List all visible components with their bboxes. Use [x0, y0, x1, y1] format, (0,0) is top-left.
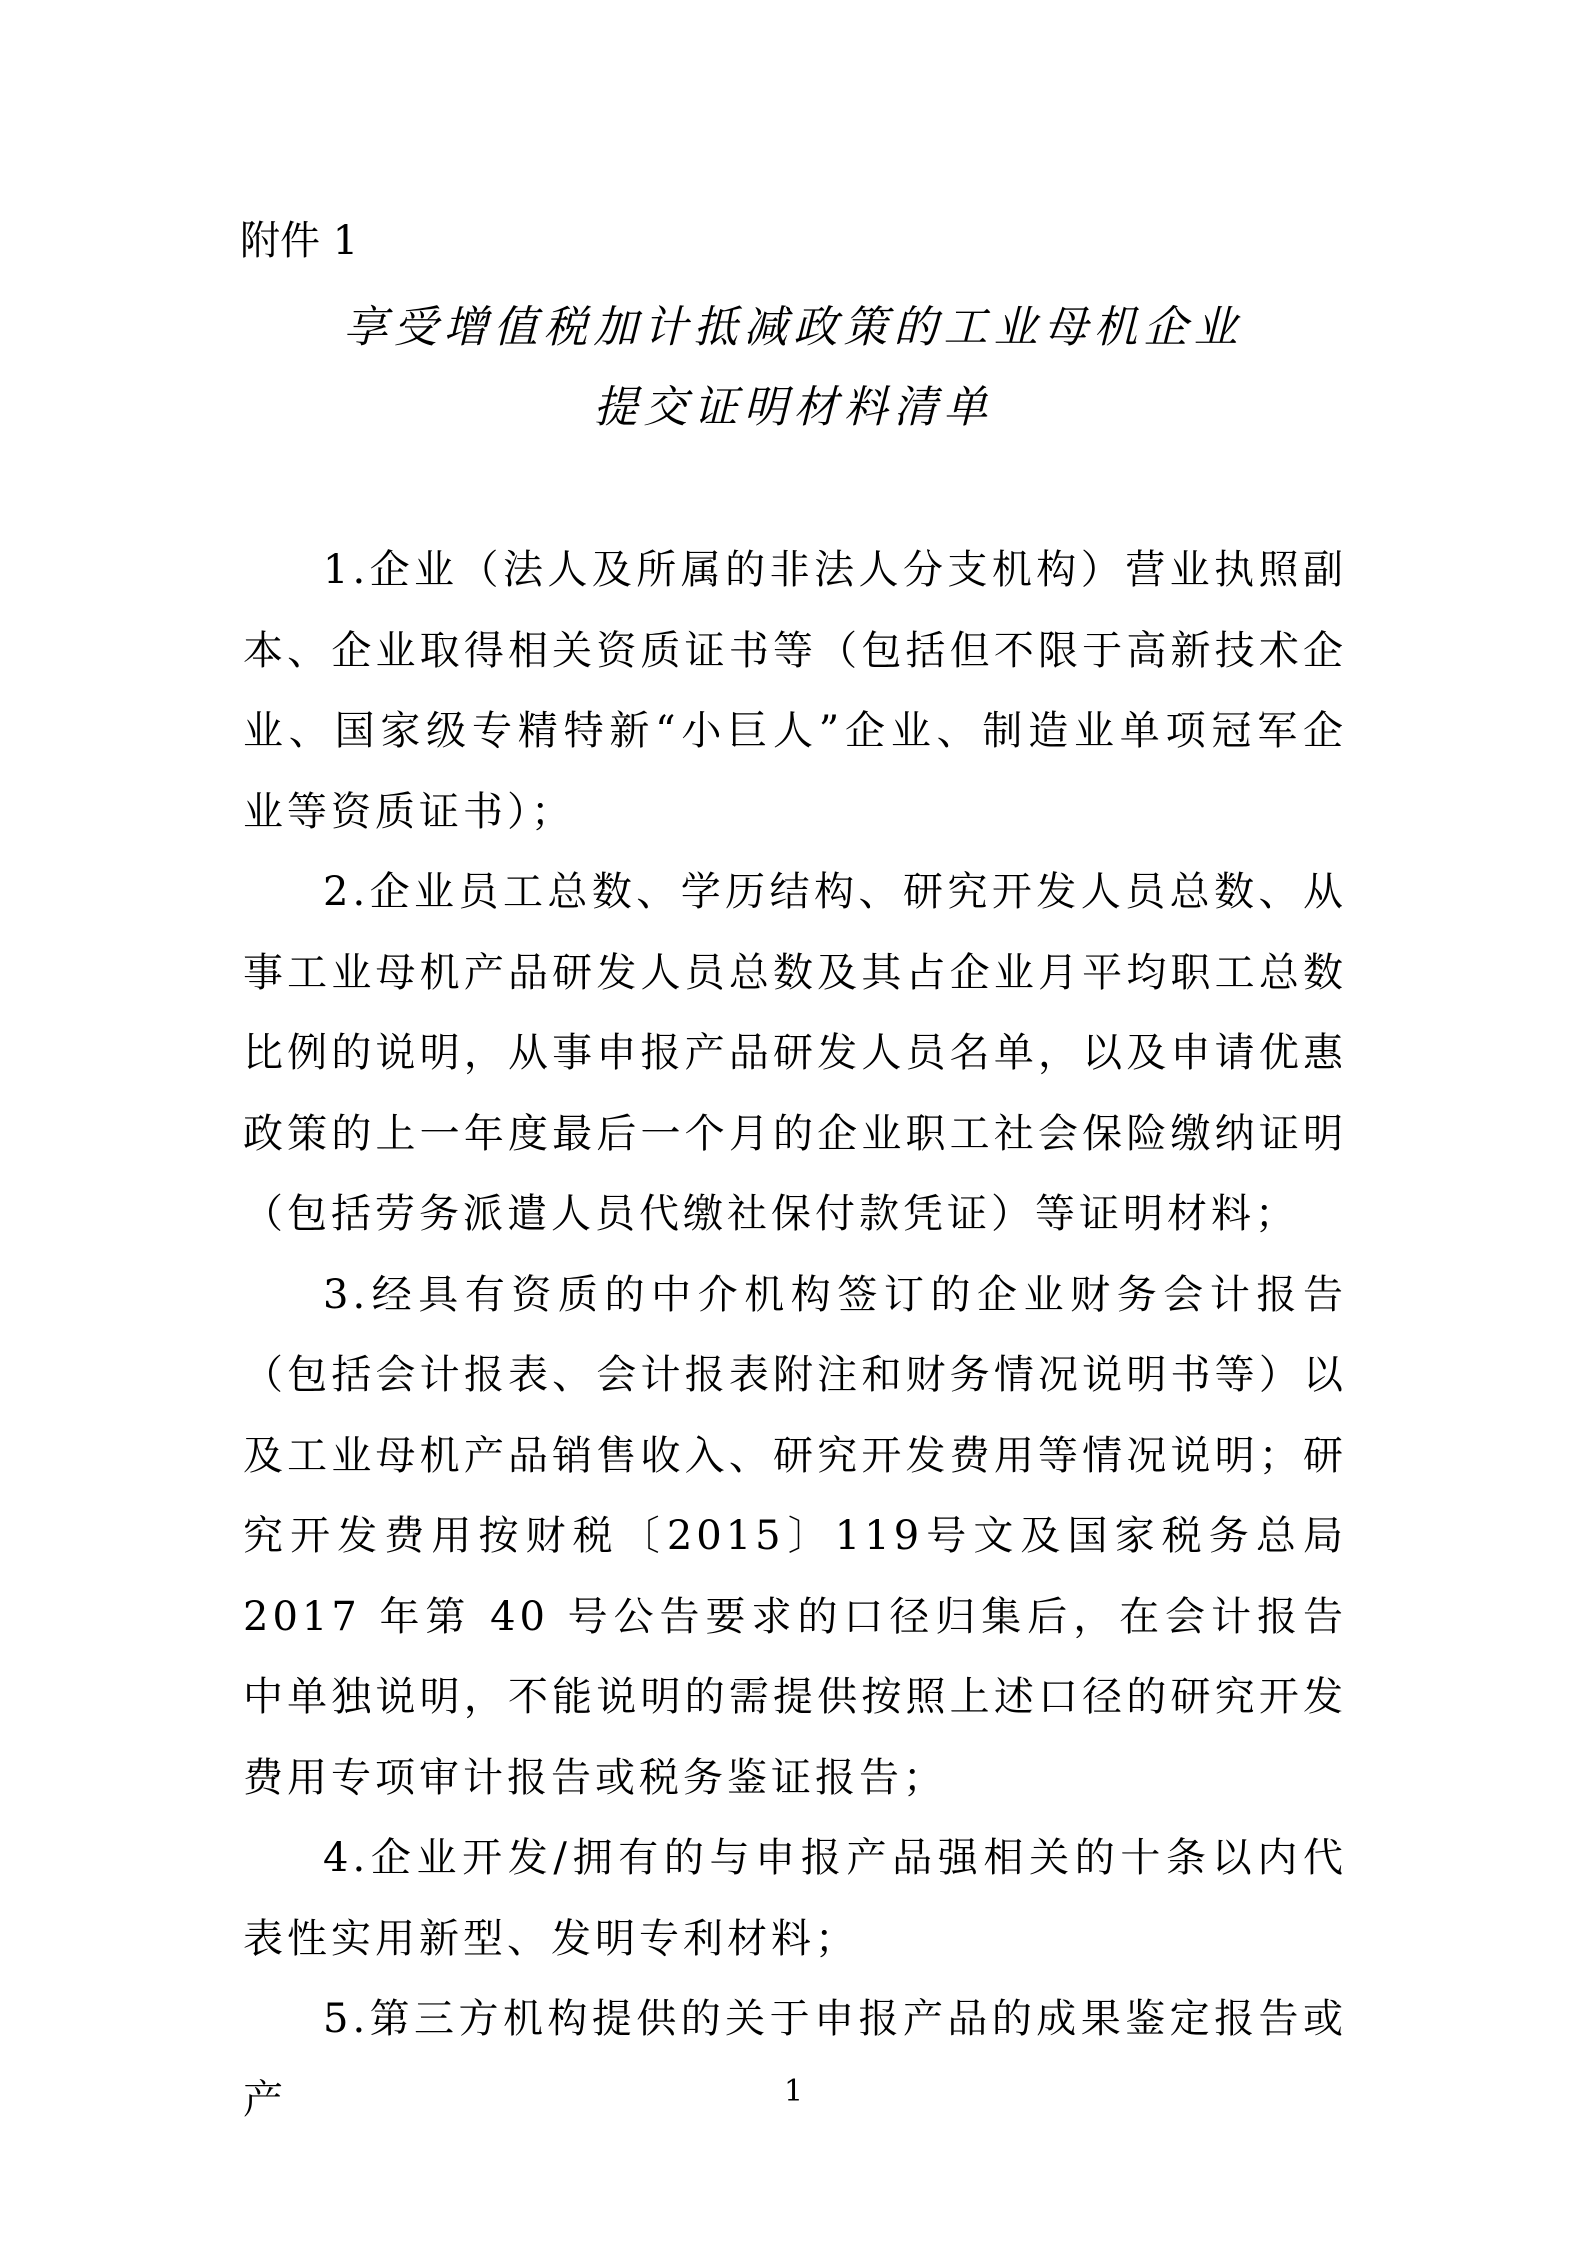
list-item-1: 1.企业（法人及所属的非法人分支机构）营业执照副本、企业取得相关资质证书等（包括但不限于高新技术企业、国家级专精特新“小巨人”企业、制造业单项冠军企业等资质证书）； — [243, 547, 1347, 835]
list-item-2: 2.企业员工总数、学历结构、研究开发人员总数、从事工业母机产品研发人员总数及其占企业月平均职工总数比例的说明，从事申报产品研发人员名单，以及申请优惠政策的上一年度最后一个月的企业职工社会保险缴纳证明（包括劳务派遣人员代缴社保付款凭证）等证明材料； — [243, 869, 1347, 1237]
attachment-label: 附件 1 — [240, 218, 359, 264]
document-title-line-1: 享受增值税加计抵减政策的工业母机企业 — [343, 302, 1244, 353]
list-item-5: 5.第三方机构提供的关于申报产品的成果鉴定报告或产 — [243, 1996, 1347, 2123]
list-item-4: 4.企业开发/拥有的与申报产品强相关的十条以内代表性实用新型、发明专利材料； — [243, 1835, 1347, 1962]
document-body — [243, 530, 1347, 2140]
document-title-line-2: 提交证明材料清单 — [593, 382, 994, 433]
list-item-3: 3.经具有资质的中介机构签订的企业财务会计报告（包括会计报表、会计报表附注和财务情况说明书等）以及工业母机产品销售收入、研究开发费用等情况说明；研究开发费用按财税〔2015〕119号文及国家税务总局 2017 年第 40 号公告要求的口径归集后，在会计报告中单独说明，不能说明的需提供按照上述口径的研究开发费用专项审计报告或税务鉴证报告； — [243, 1271, 1347, 1801]
page-number: 1 — [783, 2074, 804, 2109]
